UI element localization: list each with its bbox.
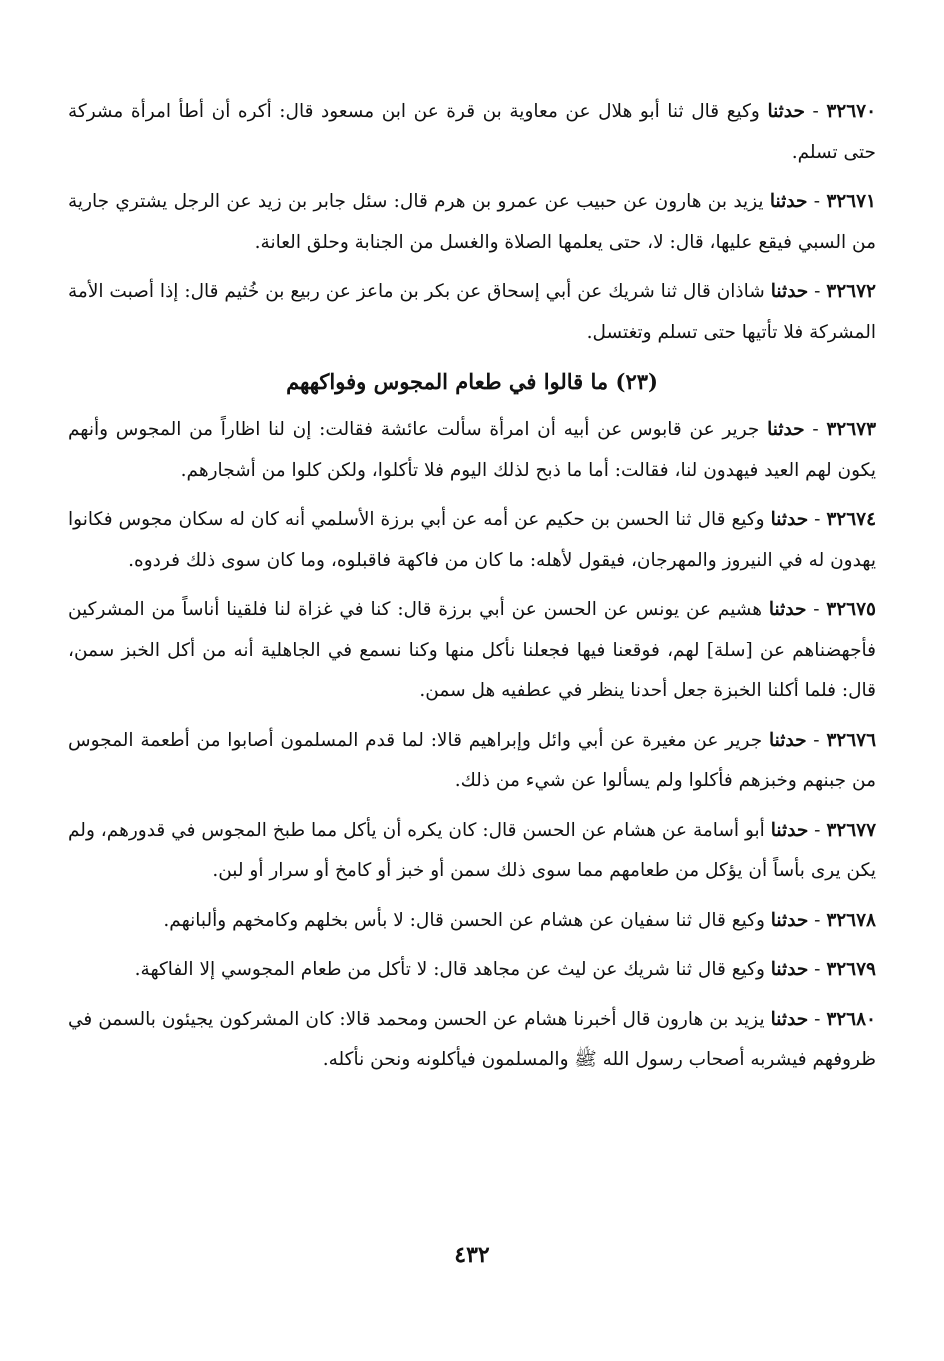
page-content	[68, 92, 876, 1090]
hadith-text: أبو أسامة عن هشام عن الحسن قال: كان يكره أن يأكل مما طبخ المجوس في قدورهم، ولم يكن يرى بأساً أن يؤكل من طعامهم مما سوى ذلك سمن أو خبز أو كامخ أو سرار أو لبن.	[68, 819, 876, 881]
hadith-intro: حدثنا	[769, 191, 808, 212]
hadith-number: ٣٢٦٧٠	[826, 101, 877, 122]
hadith-intro: حدثنا	[770, 909, 809, 931]
hadith-intro: حدثنا	[768, 729, 807, 751]
hadith-entry: ٣٢٦٧٦ - حدثنا جرير عن مغيرة عن أبي وائل وإبراهيم قالا: لما قدم المسلمون أصابوا من أطعمة المجوس من جبنهم وخبزهم فأكلوا ولم يسألوا عن شيء من ذلك.	[68, 729, 877, 791]
hadith-entry: ٣٢٦٧٩ - حدثنا وكيع قال ثنا شريك عن ليث عن مجاهد قال: لا تأكل من طعام المجوسي إلا الفاكهة.	[134, 959, 876, 980]
hadith-number: ٣٢٦٧٨	[826, 909, 876, 931]
hadith-intro: حدثنا	[770, 819, 809, 841]
hadith-intro: حدثنا	[770, 509, 809, 530]
hadith-intro: حدثنا	[770, 281, 809, 302]
page-number: ٤٣٢	[454, 1242, 490, 1268]
hadith-entry: ٣٢٦٨٠ - حدثنا يزيد بن هارون قال أخبرنا هشام عن الحسن ومحمد قالا: كان المشركون يجيئون بالسمن في ظروفهم فيشربه أصحاب رسول الله ﷺ والمسلمون فيأكلونه ونحن نأكله.	[68, 1008, 876, 1070]
hadith-intro: حدثنا	[770, 959, 809, 980]
hadith-entry: ٣٢٦٧٧ - حدثنا أبو أسامة عن هشام عن الحسن قال: كان يكره أن يأكل مما طبخ المجوس في قدورهم، ولم يكن يرى بأساً أن يؤكل من طعامهم مما سوى ذلك سمن أو خبز أو كامخ أو سرار أو لبن.	[68, 819, 877, 881]
hadith-text: يزيد بن هارون عن حبيب عن عمرو بن هرم قال: سئل جابر بن زيد عن الرجل يشتري جارية من السبي فيقع عليها، قال: لا، حتى يعلمها الصلاة والغسل من الجنابة وحلق العانة.	[68, 191, 876, 253]
hadith-entry: ٣٢٦٧١ - حدثنا يزيد بن هارون عن حبيب عن عمرو بن هرم قال: سئل جابر بن زيد عن الرجل يشتري جارية من السبي فيقع عليها، قال: لا، حتى يعلمها الصلاة والغسل من الجنابة وحلق العانة.	[68, 191, 876, 253]
hadith-entry: ٣٢٦٧٨ - حدثنا وكيع قال ثنا سفيان عن هشام عن الحسن قال: لا بأس بخلهم وكامخهم وألبانهم.	[163, 909, 876, 931]
hadith-intro: حدثنا	[768, 599, 807, 620]
hadith-entry: ٣٢٦٧٥ - حدثنا هشيم عن يونس عن الحسن عن أبي برزة قال: كنا في غزاة لنا فلقينا أناساً من المشركين فأجهضناهم عن [سلة] لهم، فوقعنا فيها فجعلنا نأكل منها وكنا نسمع في الجاهلية أنه من أكل الخبز سمن، قال: فلما أكلنا الخبزة جعل أحدنا ينظر في عطفيه هل سمن.	[68, 599, 876, 701]
hadith-text: وكيع قال ثنا شريك عن ليث عن مجاهد قال: لا تأكل من طعام المجوسي إلا الفاكهة.	[134, 959, 765, 980]
hadith-number: ٣٢٦٧٩	[826, 959, 876, 980]
hadith-entry: ٣٢٦٧٢ - حدثنا شاذان قال ثنا شريك عن أبي إسحاق عن بكر بن ماعز عن ربيع بن خُثيم قال: إذا أصبت الأمة المشركة فلا تأتيها حتى تسلم وتغتسل.	[68, 281, 876, 343]
hadith-text: وكيع قال ثنا أبو هلال عن معاوية بن قرة عن ابن مسعود قال: أكره أن أطأ امرأة مشركة حتى تسلم.	[68, 101, 876, 163]
hadith-number: ٣٢٦٧٥	[826, 599, 876, 620]
hadith-text: يزيد بن هارون قال أخبرنا هشام عن الحسن ومحمد قالا: كان المشركون يجيئون بالسمن في ظروفهم فيشربه أصحاب رسول الله ﷺ والمسلمون فيأكلونه ونحن نأكله.	[68, 1008, 876, 1070]
hadith-intro: حدثنا	[767, 419, 805, 440]
hadith-intro: حدثنا	[767, 101, 805, 122]
hadith-text: هشيم عن يونس عن الحسن عن أبي برزة قال: كنا في غزاة لنا فلقينا أناساً من المشركين فأجهضناهم عن [سلة] لهم، فوقعنا فيها فجعلنا نأكل منها وكنا نسمع في الجاهلية أنه من أكل الخبز سمن، قال: فلما أكلنا الخبزة جعل أحدنا ينظر في عطفيه هل سمن.	[68, 599, 876, 701]
hadith-entry: ٣٢٦٧٠ - حدثنا وكيع قال ثنا أبو هلال عن معاوية بن قرة عن ابن مسعود قال: أكره أن أطأ امرأة مشركة حتى تسلم.	[68, 101, 877, 163]
hadith-number: ٣٢٦٧٤	[826, 509, 877, 530]
hadith-number: ٣٢٦٧١	[826, 191, 876, 212]
hadith-number: ٣٢٦٧٧	[826, 819, 877, 841]
hadith-text: وكيع قال ثنا الحسن بن حكيم عن أمه عن أبي برزة الأسلمي أنه كان له سكان مجوس فكانوا يهدون له في النيروز والمهرجان، فيقول لأهله: ما كان من فاكهة فاقبلوه، وما كان سوى ذلك فردوه.	[68, 509, 876, 571]
hadith-entry: ٣٢٦٧٣ - حدثنا جرير عن قابوس عن أبيه أن امرأة سألت عائشة فقالت: إن لنا اظاراً من المجوس وأنهم يكون لهم العيد فيهدون لنا، فقالت: أما ما ذبح لذلك اليوم فلا تأكلوا، ولكن كلوا من أشجارهم.	[68, 419, 877, 481]
hadith-intro: حدثنا	[770, 1008, 809, 1030]
hadith-number: ٣٢٦٨٠	[826, 1008, 876, 1030]
hadith-number: ٣٢٦٧٦	[826, 729, 877, 751]
hadith-text: جرير عن قابوس عن أبيه أن امرأة سألت عائشة فقالت: إن لنا اظاراً من المجوس وأنهم يكون لهم العيد فيهدون لنا، فقالت: أما ما ذبح لذلك اليوم فلا تأكلوا، ولكن كلوا من أشجارهم.	[68, 419, 876, 481]
hadith-text: وكيع قال ثنا سفيان عن هشام عن الحسن قال: لا بأس بخلهم وكامخهم وألبانهم.	[163, 909, 765, 931]
hadith-number: ٣٢٦٧٣	[826, 419, 877, 440]
hadith-text: شاذان قال ثنا شريك عن أبي إسحاق عن بكر بن ماعز عن ربيع بن خُثيم قال: إذا أصبت الأمة المشركة فلا تأتيها حتى تسلم وتغتسل.	[68, 281, 876, 343]
section-heading: (٢٣) ما قالوا في طعام المجوس وفواكههم	[286, 369, 658, 394]
hadith-text: جرير عن مغيرة عن أبي وائل وإبراهيم قالا: لما قدم المسلمون أصابوا من أطعمة المجوس من جبنهم وخبزهم فأكلوا ولم يسألوا عن شيء من ذلك.	[68, 729, 876, 791]
hadith-entry: ٣٢٦٧٤ - حدثنا وكيع قال ثنا الحسن بن حكيم عن أمه عن أبي برزة الأسلمي أنه كان له سكان مجوس فكانوا يهدون له في النيروز والمهرجان، فيقول لأهله: ما كان من فاكهة فاقبلوه، وما كان سوى ذلك فردوه.	[68, 509, 877, 571]
hadith-number: ٣٢٦٧٢	[826, 281, 876, 302]
